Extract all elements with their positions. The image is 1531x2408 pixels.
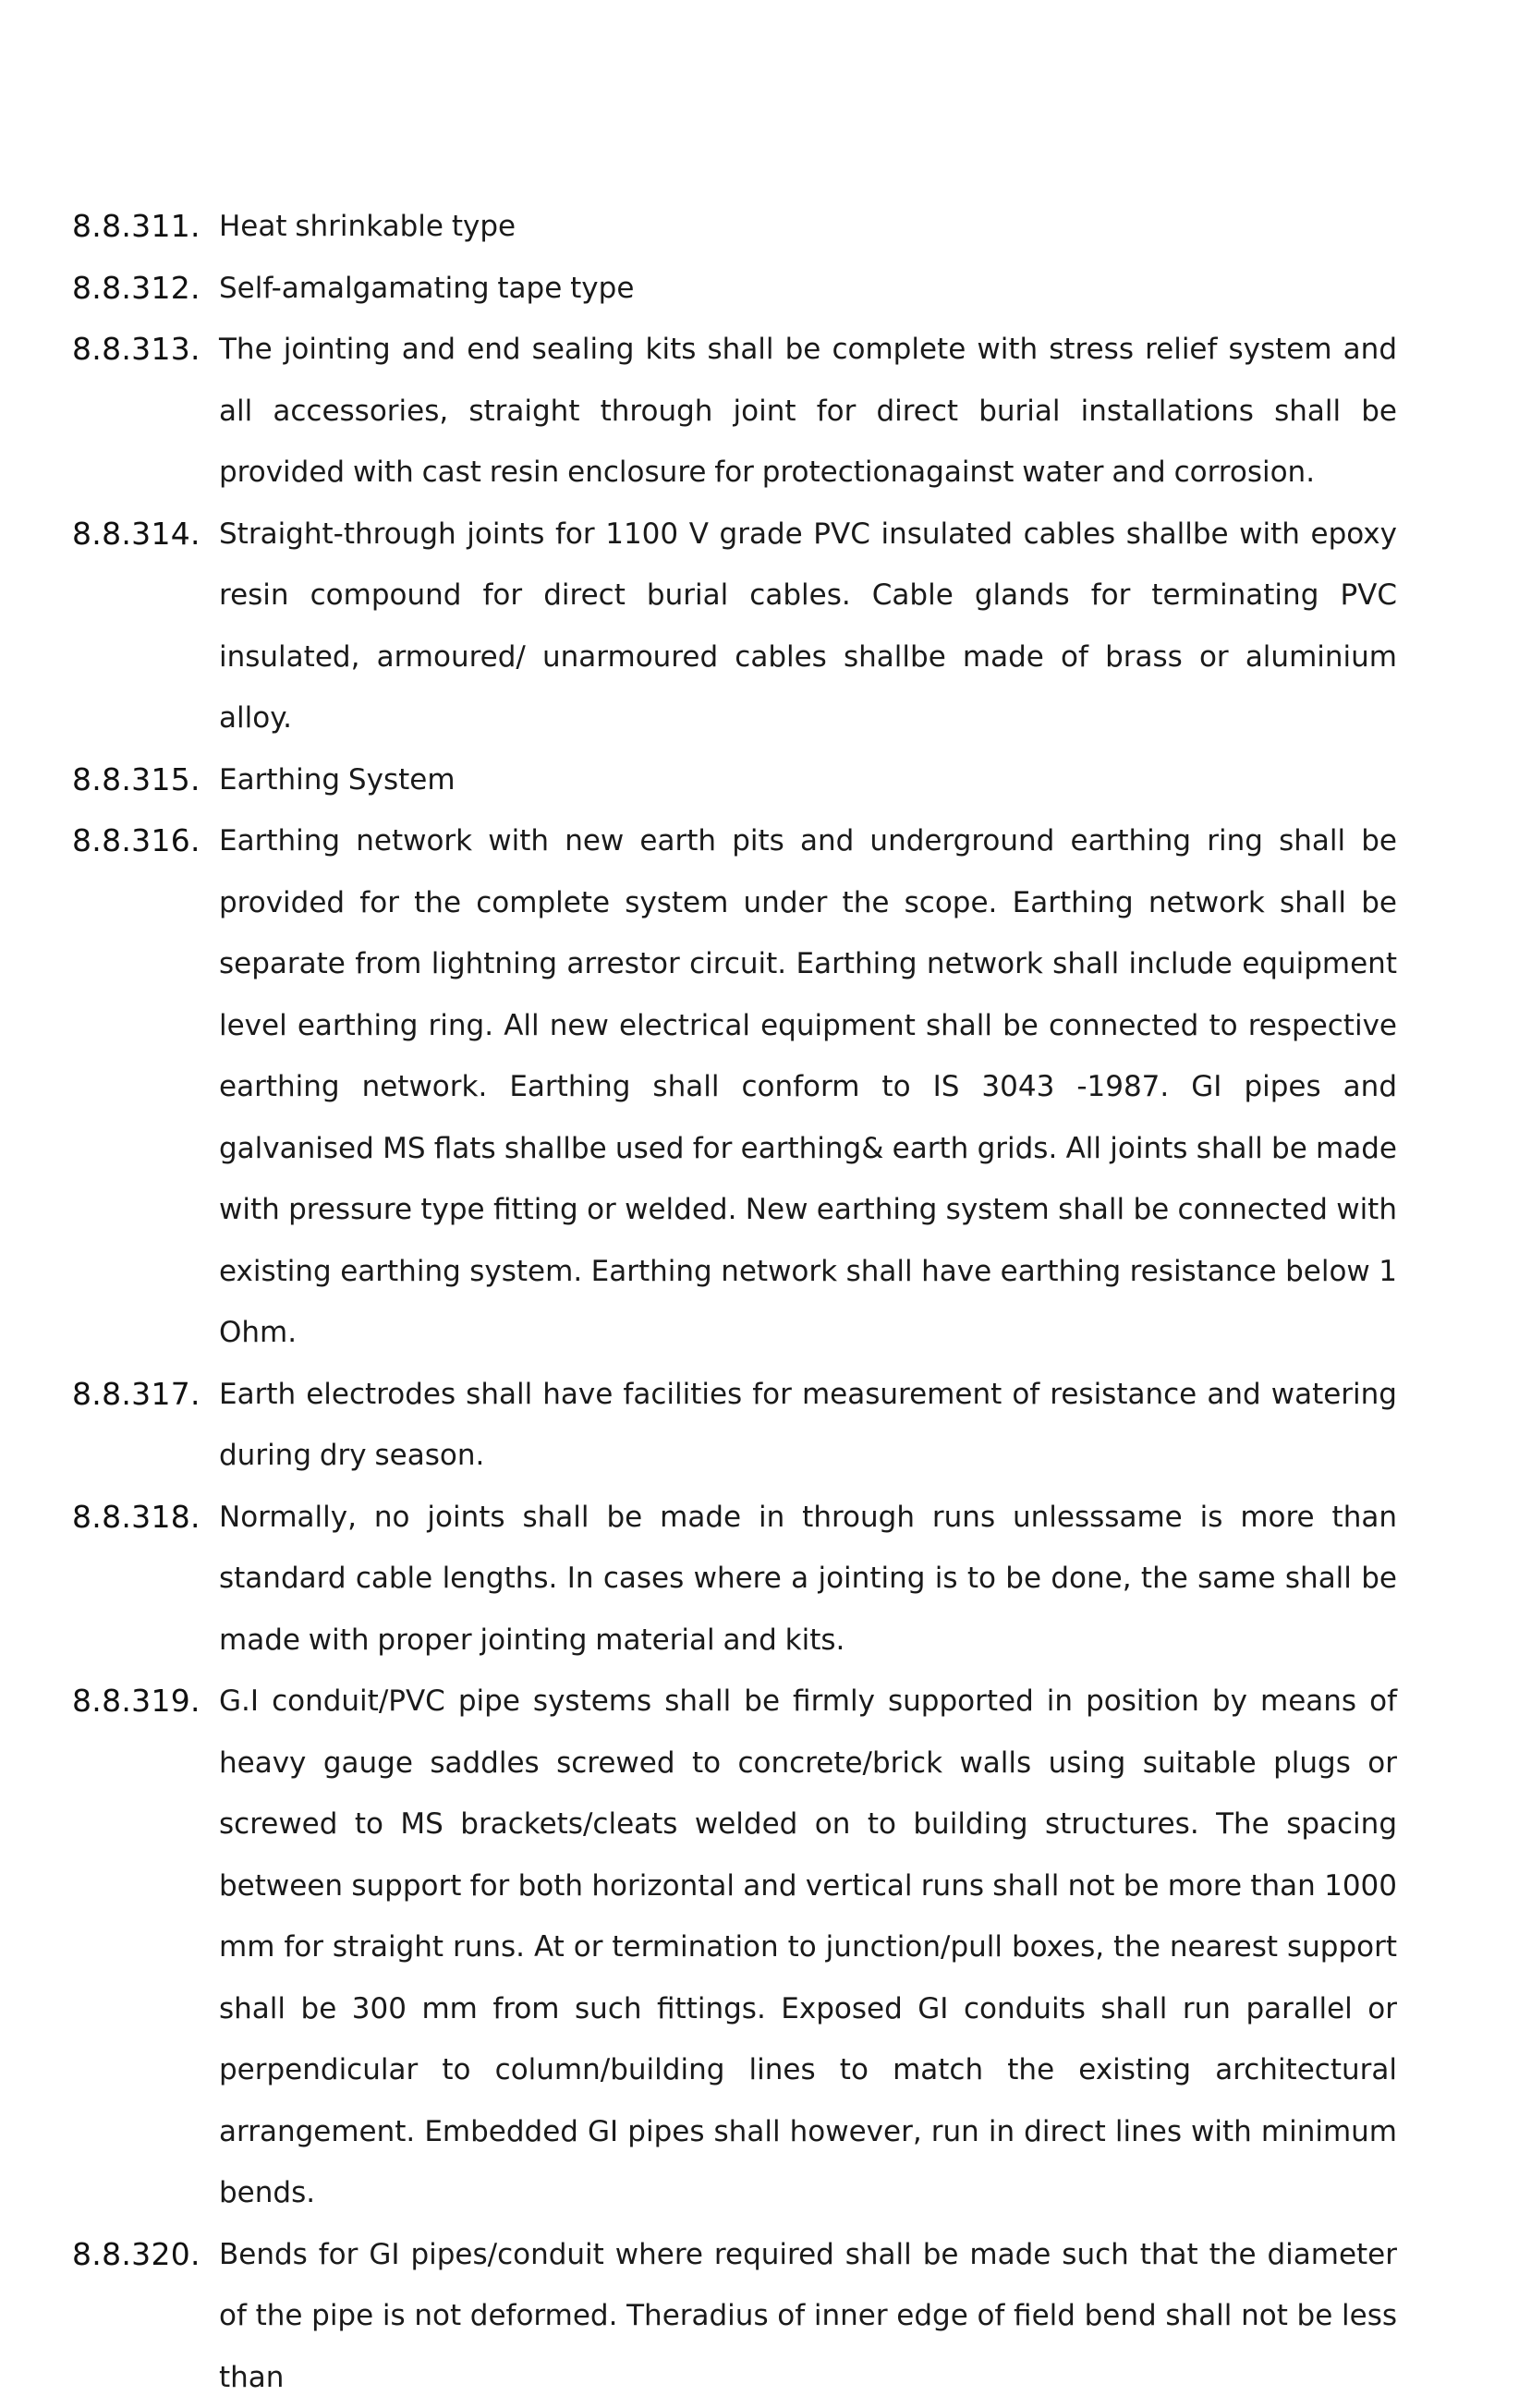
clause-number: 8.8.319. — [72, 1671, 219, 1733]
clause-text: The jointing and end sealing kits shall be complete with stress relief system and all accessories, straight through joint for direct burial installations shall be provided with cast resin enclosure for protectionagainst water and corrosion. — [219, 319, 1397, 504]
clause-8-8-314 — [72, 504, 1397, 749]
clause-number: 8.8.315. — [72, 749, 219, 811]
clause-8-8-312 — [72, 258, 1397, 320]
clause-text: Bends for GI pipes/conduit where required shall be made such that the diameter of the pipe is not deformed. Theradius of inner edge of field bend shall not be less than — [219, 2224, 1397, 2408]
clause-text: Heat shrinkable type — [219, 196, 1397, 258]
clause-8-8-315 — [72, 749, 1397, 811]
clause-number: 8.8.318. — [72, 1487, 219, 1549]
clause-text: Self-amalgamating tape type — [219, 258, 1397, 320]
clause-number: 8.8.313. — [72, 319, 219, 381]
clause-text: Normally, no joints shall be made in through runs unlesssame is more than standard cable lengths. In cases where a jointing is to be done, the same shall be made with proper jointing material and kits. — [219, 1487, 1397, 1672]
clause-number: 8.8.317. — [72, 1364, 219, 1426]
clause-number: 8.8.314. — [72, 504, 219, 566]
clause-text: Earth electrodes shall have facilities for measurement of resistance and watering during dry season. — [219, 1364, 1397, 1487]
clause-number: 8.8.316. — [72, 810, 219, 872]
clause-number: 8.8.311. — [72, 196, 219, 258]
clause-8-8-318 — [72, 1487, 1397, 1672]
clause-8-8-316 — [72, 810, 1397, 1364]
clause-text: G.I conduit/PVC pipe systems shall be firmly supported in position by means of heavy gauge saddles screwed to concrete/brick walls using suitable plugs or screwed to MS brackets/cleats welded on to building structures. The spacing between support for both horizontal and vertical runs shall not be more than 1000 mm for straight runs. At or termination to junction/pull boxes, the nearest support shall be 300 mm from such fittings. Exposed GI conduits shall run parallel or perpendicular to column/building lines to match the existing architectural arrangement. Embedded GI pipes shall however, run in direct lines with minimum bends. — [219, 1671, 1397, 2224]
clause-8-8-317 — [72, 1364, 1397, 1487]
clause-number: 8.8.312. — [72, 258, 219, 320]
clause-8-8-311 — [72, 196, 1397, 258]
clause-text: Earthing network with new earth pits and underground earthing ring shall be provided for the complete system under the scope. Earthing network shall be separate from lightning arrestor circuit. Earthing network shall include equipment level earthing ring. All new electrical equipment shall be connected to respective earthing network. Earthing shall conform to IS 3043 -1987. GI pipes and galvanised MS flats shallbe used for earthing& earth grids. All joints shall be made with pressure type fitting or welded. New earthing system shall be connected with existing earthing system. Earthing network shall have earthing resistance below 1 Ohm. — [219, 810, 1397, 1364]
clause-list — [72, 196, 1397, 2408]
clause-8-8-320 — [72, 2224, 1397, 2408]
clause-8-8-313 — [72, 319, 1397, 504]
clause-8-8-319 — [72, 1671, 1397, 2224]
clause-text: Straight-through joints for 1100 V grade PVC insulated cables shallbe with epoxy resin compound for direct burial cables. Cable glands for terminating PVC insulated, armoured/ unarmoured cables shallbe made of brass or aluminium alloy. — [219, 504, 1397, 749]
clause-number: 8.8.320. — [72, 2224, 219, 2286]
clause-text: Earthing System — [219, 749, 1397, 811]
